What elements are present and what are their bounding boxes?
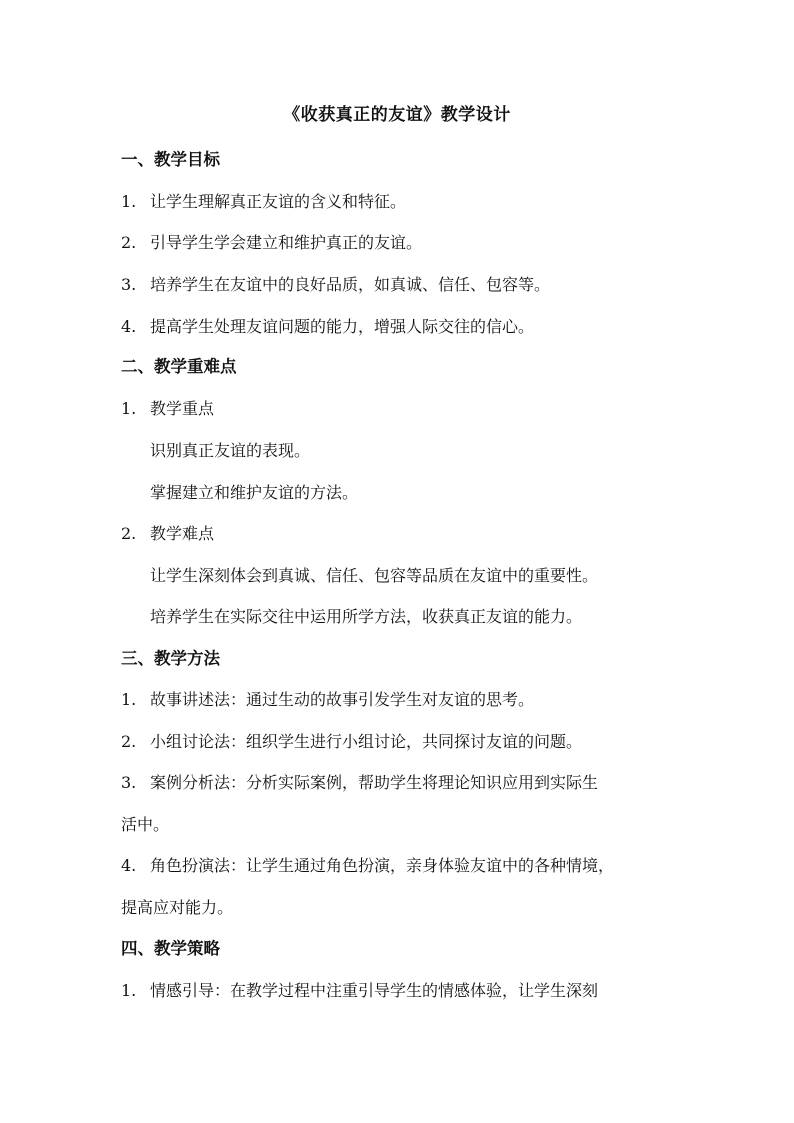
- item-text: 提高学生处理友谊问题的能力，增强人际交往的信心。: [150, 317, 535, 336]
- item-text: 引导学生学会建立和维护真正的友谊。: [150, 233, 423, 252]
- section-heading-methods: 三、教学方法: [121, 649, 220, 668]
- item-number: 1.: [121, 399, 137, 418]
- item-text: 小组讨论法：组织学生进行小组讨论，共同探讨友谊的问题。: [150, 732, 583, 751]
- section-heading-key-points: 二、教学重难点: [121, 357, 237, 376]
- item-text: 角色扮演法：让学生通过角色扮演，亲身体验友谊中的各种情境，: [150, 856, 615, 875]
- section-heading-objectives: 一、教学目标: [121, 150, 220, 169]
- item-number: 2.: [121, 732, 137, 751]
- list-item: [121, 231, 681, 255]
- list-item: [121, 315, 681, 339]
- sub-item: 让学生深刻体会到真诚、信任、包容等品质在友谊中的重要性。: [150, 566, 599, 585]
- item-number: 4.: [121, 317, 137, 336]
- item-number: 4.: [121, 856, 137, 875]
- sub-item: 识别真正友谊的表现。: [150, 441, 311, 460]
- sub-item: 培养学生在实际交往中运用所学方法，收获真正友谊的能力。: [150, 607, 583, 626]
- list-item: [121, 522, 681, 546]
- item-number: 2.: [121, 233, 137, 252]
- list-item-continuation: 提高应对能力。: [121, 898, 234, 917]
- document-title: 《收获真正的友谊》教学设计: [283, 105, 511, 125]
- item-number: 1.: [121, 981, 137, 1000]
- list-item: [121, 730, 681, 754]
- list-item: [121, 854, 681, 878]
- item-number: 3.: [121, 773, 137, 792]
- sub-item: 掌握建立和维护友谊的方法。: [150, 483, 359, 502]
- item-text: 情感引导：在教学过程中注重引导学生的情感体验，让学生深刻: [150, 981, 599, 1000]
- item-number: 1.: [121, 192, 137, 211]
- item-text: 教学难点: [150, 524, 215, 543]
- list-item-continuation: 活中。: [121, 815, 170, 834]
- item-number: 1.: [121, 690, 137, 709]
- list-item: [121, 190, 681, 214]
- list-item: [121, 979, 681, 1003]
- item-number: 3.: [121, 275, 137, 294]
- section-heading-strategies: 四、教学策略: [121, 939, 220, 958]
- item-number: 2.: [121, 524, 137, 543]
- item-text: 让学生理解真正友谊的含义和特征。: [150, 192, 407, 211]
- list-item: [121, 688, 681, 712]
- item-text: 案例分析法：分析实际案例，帮助学生将理论知识应用到实际生: [150, 773, 599, 792]
- item-text: 培养学生在友谊中的良好品质，如真诚、信任、包容等。: [150, 275, 551, 294]
- list-item: [121, 273, 681, 297]
- item-text: 故事讲述法：通过生动的故事引发学生对友谊的思考。: [150, 690, 535, 709]
- list-item: [121, 771, 681, 795]
- item-text: 教学重点: [150, 399, 215, 418]
- list-item: [121, 397, 681, 421]
